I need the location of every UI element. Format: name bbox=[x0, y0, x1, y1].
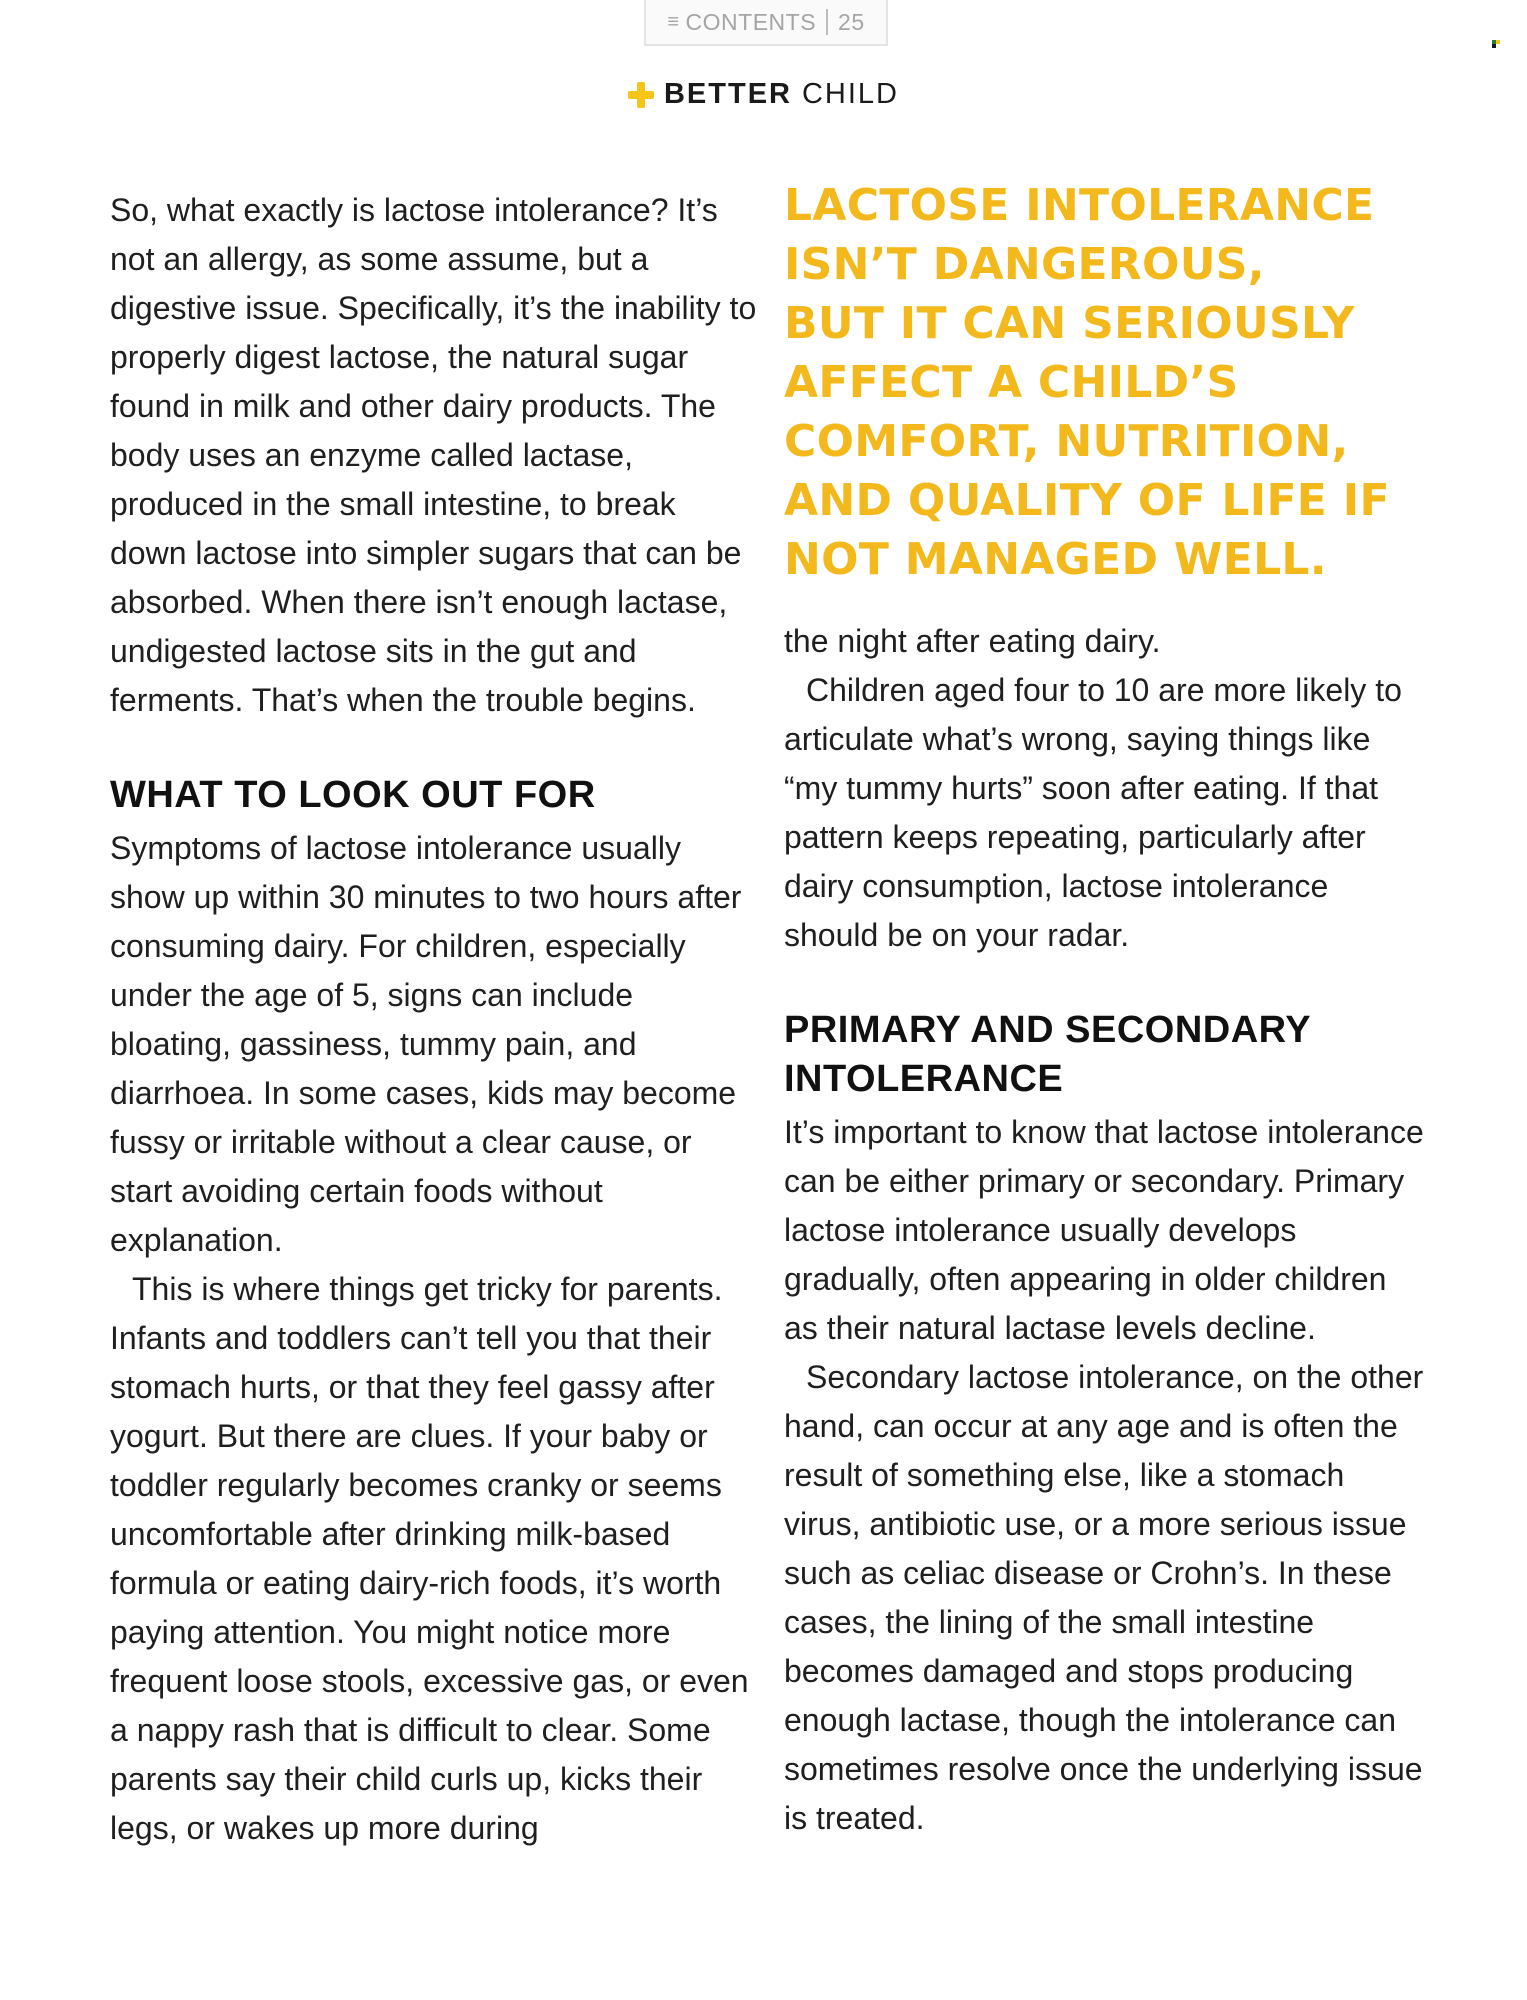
primary-paragraph: It’s important to know that lactose intolerance can be either primary or secondary. Primary lactose intolerance usually develops gradually, often appearing in older children as their natural lactase levels decline. bbox=[784, 1114, 1424, 1346]
pull-quote-line: NOT MANAGED WELL. bbox=[784, 534, 1327, 585]
section-heading: WHAT TO LOOK OUT FOR bbox=[110, 774, 596, 816]
page-number: 25 bbox=[838, 8, 865, 35]
intro-paragraph: So, what exactly is lactose intolerance? It’s not an allergy, as some assume, but a digestive issue. Specifically, it’s the inability to properly digest lactose, the natural sugar found in milk and other dairy products. The body uses an enzyme called lactase, produced in the small intestine, to break down lactose into simpler sugars that can be absorbed. When there isn’t enough lactase, undigested lactose sits in the gut and ferments. That’s when the trouble begins. bbox=[110, 192, 757, 718]
pull-quote bbox=[784, 176, 1424, 589]
pull-quote-line: AND QUALITY OF LIFE IF bbox=[784, 475, 1390, 526]
brand-light: CHILD bbox=[801, 78, 899, 110]
pull-quote-line: AFFECT A CHILD’S bbox=[784, 357, 1239, 408]
pull-quote-line: LACTOSE INTOLERANCE bbox=[784, 180, 1375, 231]
parents-paragraph: This is where things get tricky for parents. Infants and toddlers can’t tell you that their stomach hurts, or that they feel gassy after yogurt. But there are clues. If your baby or toddler regularly becomes cranky or seems uncomfortable after drinking milk-based formula or eating dairy-rich foods, it’s worth paying attention. You might notice more frequent loose stools, excessive gas, or even a nappy rash that is difficult to clear. Some parents say their child curls up, kicks their legs, or wakes up more during bbox=[110, 1271, 749, 1846]
cross-icon bbox=[628, 82, 654, 108]
older-children-paragraph: Children aged four to 10 are more likely to articulate what’s wrong, saying things like “my tummy hurts” soon after eating. If that pattern keeps repeating, particularly after dairy consumption, lactose intolerance should be on your radar. bbox=[784, 672, 1402, 953]
contents-button[interactable] bbox=[644, 0, 888, 46]
secondary-paragraph: Secondary lactose intolerance, on the other hand, can occur at any age and is often the result of something else, like a stomach virus, antibiotic use, or a more serious issue such as celiac disease or Crohn’s. In these cases, the lining of the small intestine becomes damaged and stops producing enough lactase, though the intolerance can sometimes resolve once the underlying issue is treated. bbox=[784, 1359, 1424, 1836]
divider bbox=[826, 9, 828, 35]
section-header bbox=[0, 78, 1527, 111]
right-column bbox=[784, 176, 1424, 1843]
pull-quote-line: ISN’T DANGEROUS, bbox=[784, 239, 1265, 290]
menu-icon: ≡ bbox=[667, 10, 680, 33]
corner-mark-icon bbox=[1492, 40, 1500, 48]
pull-quote-line: COMFORT, NUTRITION, bbox=[784, 416, 1349, 467]
symptoms-paragraph: Symptoms of lactose intolerance usually show up within 30 minutes to two hours after consuming dairy. For children, especially under the age of 5, signs can include bloating, gassiness, tummy pain, and diarrhoea. In some cases, kids may become fussy or irritable without a clear cause, or start avoiding certain foods without explanation. bbox=[110, 830, 742, 1258]
section-heading: PRIMARY AND SECONDARY INTOLERANCE bbox=[784, 1009, 1311, 1100]
pull-quote-line: BUT IT CAN SERIOUSLY bbox=[784, 298, 1355, 349]
continuation-paragraph: the night after eating dairy. bbox=[784, 623, 1161, 659]
left-column bbox=[110, 186, 758, 1853]
contents-label: CONTENTS bbox=[685, 8, 817, 35]
brand-bold: BETTER bbox=[663, 78, 792, 110]
